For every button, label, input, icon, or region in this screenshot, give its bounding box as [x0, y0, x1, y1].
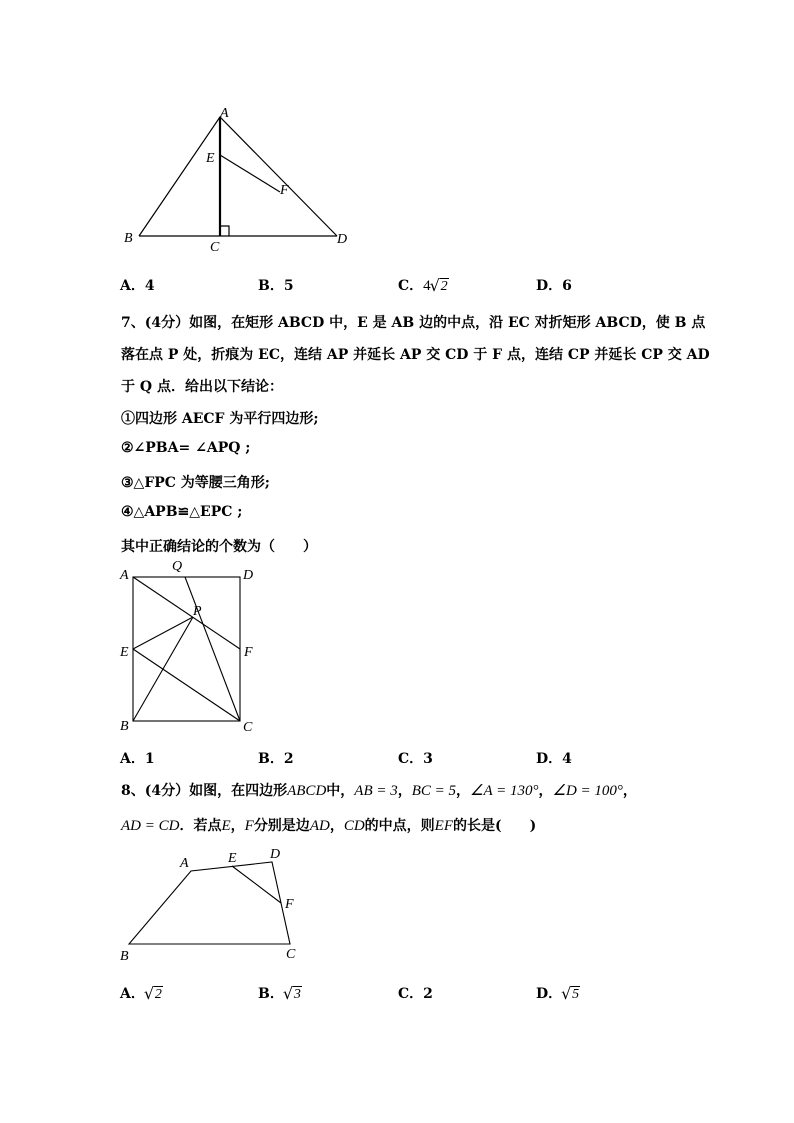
- label-E: E: [206, 151, 215, 166]
- q6-option-d[interactable]: D．6: [536, 278, 572, 294]
- label-C: C: [243, 720, 253, 735]
- label-B: B: [120, 949, 129, 964]
- sqrt-symbol: √ 2: [145, 986, 163, 1003]
- rectangle-ABCD: [133, 577, 240, 721]
- q7-line-3: 于 Q 点．给出以下结论：: [121, 379, 283, 395]
- label-P: P: [193, 604, 202, 619]
- segment-EF: [220, 155, 280, 192]
- q6-option-b[interactable]: B．5: [258, 278, 294, 294]
- q7-line-2: 落在点 P 处，折痕为 EC，连结 AP 并延长 AP 交 CD 于 F 点，连结 CP 并延长 CP 交 AD: [121, 347, 710, 363]
- label-F: F: [280, 183, 289, 198]
- q6-option-c[interactable]: C．4√ 2: [398, 275, 449, 295]
- q7-question: 其中正确结论的个数为（ ）: [121, 539, 317, 555]
- segment-QC: [185, 577, 240, 721]
- label-A: A: [180, 856, 189, 871]
- q8-line-1: 8、(4分）如图，在四边形ABCD中，AB = 3，BC = 5，∠A = 130°，∠D = 100°，: [121, 783, 637, 799]
- label-A: A: [120, 568, 129, 583]
- label-B: B: [124, 231, 133, 246]
- sqrt-symbol: √ 5: [562, 986, 580, 1003]
- q8-line-2: AD = CD．若点E，F分别是边AD，CD的中点，则EF的长是( ): [121, 818, 537, 834]
- q7-conclusion-4: ④△APB≌△EPC ;: [121, 504, 243, 520]
- figure-q8: [110, 840, 310, 970]
- label-C: C: [286, 947, 296, 962]
- label-D: D: [270, 847, 281, 862]
- right-angle-mark: [220, 226, 229, 236]
- figure-q6: [110, 100, 370, 260]
- q7-option-a[interactable]: A．1: [120, 751, 155, 767]
- q8-option-d[interactable]: D．√ 5: [536, 983, 580, 1003]
- label-B: B: [120, 719, 129, 734]
- segment-EC: [133, 649, 240, 721]
- q7-option-d[interactable]: D．4: [536, 751, 572, 767]
- q7-conclusion-1: ①四边形 AECF 为平行四边形;: [121, 411, 319, 427]
- figure-q7: [110, 555, 270, 740]
- segment-AD: [220, 117, 337, 236]
- label-D: D: [337, 232, 348, 247]
- quadrilateral-ABCD: [129, 862, 290, 944]
- label-E: E: [228, 851, 237, 866]
- label-A: A: [220, 106, 229, 121]
- label-E: E: [120, 645, 129, 660]
- segment-AB: [139, 117, 220, 236]
- segment-AF: [133, 577, 240, 649]
- q7-option-c[interactable]: C．3: [398, 751, 433, 767]
- q7-conclusion-2: ②∠PBA= ∠APQ ;: [121, 440, 251, 456]
- label-C: C: [210, 240, 220, 255]
- sqrt-symbol: √ 3: [284, 986, 302, 1003]
- label-D: D: [243, 568, 254, 583]
- sqrt-symbol: √ 2: [431, 278, 449, 295]
- q6-option-a[interactable]: A．4: [120, 278, 155, 294]
- q8-option-a[interactable]: A．√ 2: [120, 983, 163, 1003]
- q7-conclusion-3: ③△FPC 为等腰三角形;: [121, 475, 270, 491]
- label-Q: Q: [172, 559, 183, 574]
- q7-line-1: 7、(4分）如图，在矩形 ABCD 中，E 是 AB 边的中点，沿 EC 对折矩形 ABCD，使 B 点: [121, 315, 706, 331]
- q7-option-b[interactable]: B．2: [258, 751, 294, 767]
- q8-option-c[interactable]: C．2: [398, 986, 433, 1002]
- label-F: F: [244, 645, 253, 660]
- q8-option-b[interactable]: B．√ 3: [258, 983, 302, 1003]
- label-F: F: [285, 897, 294, 912]
